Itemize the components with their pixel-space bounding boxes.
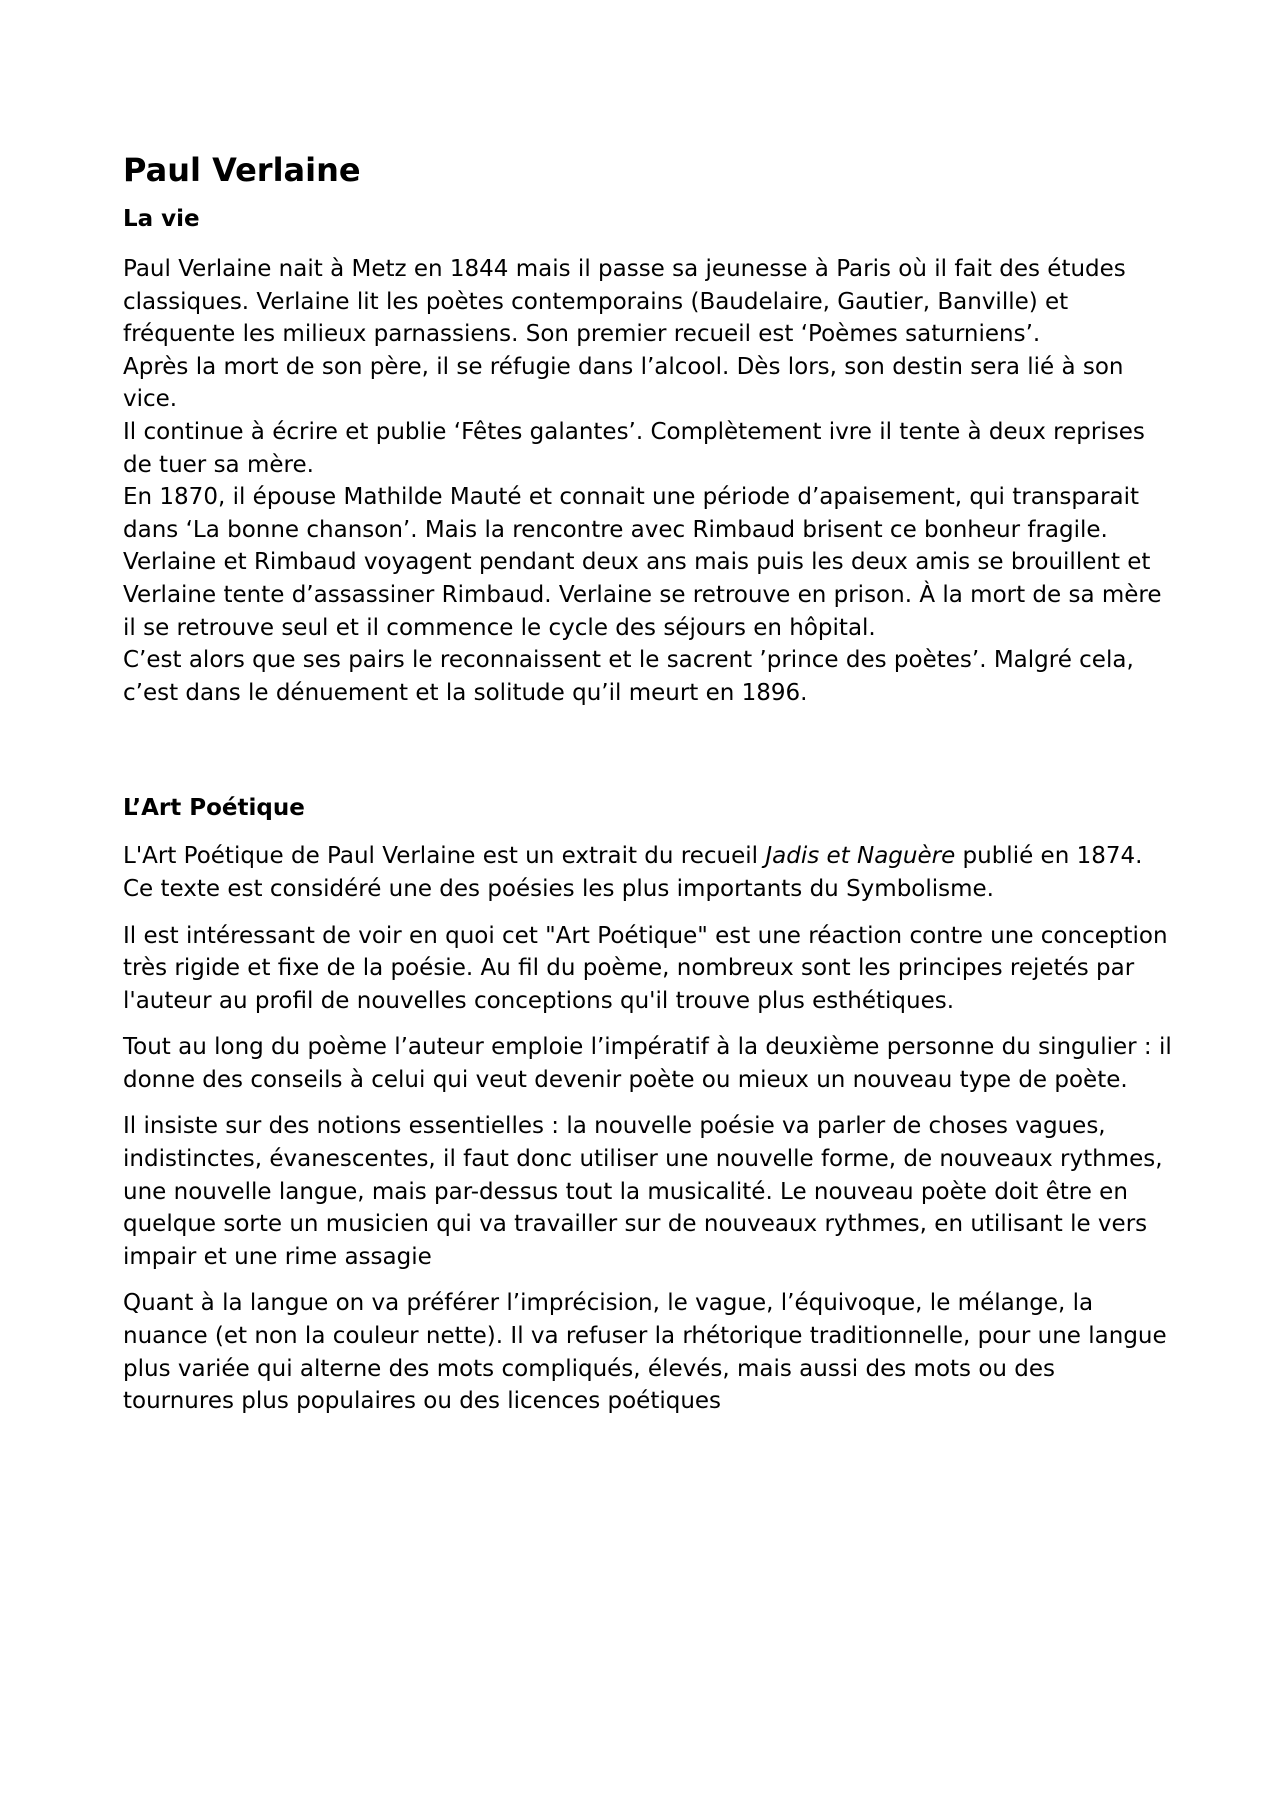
section-heading-art-poetique: L’Art Poétique — [123, 795, 305, 822]
vie-paragraph: En 1870, il épouse Mathilde Mauté et connait une période d’apaisement, qui transparait dans ‘La bonne chanson’. Mais la rencontre avec Rimbaud brisent ce bonheur fragile. — [123, 484, 1140, 543]
document-title: Paul Verlaine — [123, 151, 361, 189]
vie-paragraph: Paul Verlaine nait à Metz en 1844 mais il passe sa jeunesse à Paris où il fait des études classiques. Verlaine lit les poètes contemporains (Baudelaire, Gautier, Banville) et fréquente les milieux parnassiens. Son premier recueil est ‘Poèmes saturniens’. — [123, 256, 1126, 348]
recueil-title: Jadis et Naguère — [765, 843, 956, 870]
art-intro-paragraph — [123, 840, 1173, 905]
section-art-poetique-body — [123, 840, 1173, 1418]
vie-paragraph: Il continue à écrire et publie ‘Fêtes galantes’. Complètement ivre il tente à deux reprises de tuer sa mère. — [123, 418, 1145, 478]
vie-paragraph: Verlaine et Rimbaud voyagent pendant deux ans mais puis les deux amis se brouillent et Verlaine tente d’assassiner Rimbaud. Verlaine se retrouve en prison. À la mort de sa mère il se retrouve seul et il commence le cycle des séjours en hôpital. — [123, 549, 1162, 641]
art-paragraph: Il insiste sur des notions essentielles : la nouvelle poésie va parler de choses vagues, indistinctes, évanescentes, il faut donc utiliser une nouvelle forme, de nouveaux rythmes, une nouvelle langue, mais par-dessus tout la musicalité. Le nouveau poète doit être en quelque sorte un musicien qui va travailler sur de nouveaux rythmes, en utilisant le vers impair et une rime assagie — [123, 1113, 1163, 1270]
document-page — [123, 150, 1173, 1432]
art-intro-text-before: L'Art Poétique de Paul Verlaine est un extrait du recueil — [123, 843, 766, 870]
art-intro-text-after: publié en 1874. Ce texte est considéré une des poésies les plus importants du Symbolisme. — [123, 843, 1143, 902]
vie-paragraph: Après la mort de son père, il se réfugie dans l’alcool. Dès lors, son destin sera lié à son vice. — [123, 353, 1124, 413]
vie-paragraph: C’est alors que ses pairs le reconnaissent et le sacrent ’prince des poètes’. Malgré cela, c’est dans le dénuement et la solitude qu’il meurt en 1896. — [123, 647, 1134, 706]
art-paragraph: Quant à la langue on va préférer l’imprécision, le vague, l’équivoque, le mélange, la nuance (et non la couleur nette). Il va refuser la rhétorique traditionnelle, pour une langue plus variée qui alterne des mots compliqués, élevés, mais aussi des mots ou des tournures plus populaires ou des licences poétiques — [123, 1290, 1167, 1415]
art-paragraph: Tout au long du poème l’auteur emploie l’impératif à la deuxième personne du singulier : il donne des conseils à celui qui veut devenir poète ou mieux un nouveau type de poète. — [123, 1034, 1172, 1093]
section-vie-body — [123, 253, 1173, 709]
art-paragraph: Il est intéressant de voir en quoi cet "Art Poétique" est une réaction contre une conception très rigide et fixe de la poésie. Au fil du poème, nombreux sont les principes rejetés par l'auteur au profil de nouvelles conceptions qu'il trouve plus esthétiques. — [123, 922, 1168, 1014]
section-heading-vie: La vie — [123, 206, 200, 232]
